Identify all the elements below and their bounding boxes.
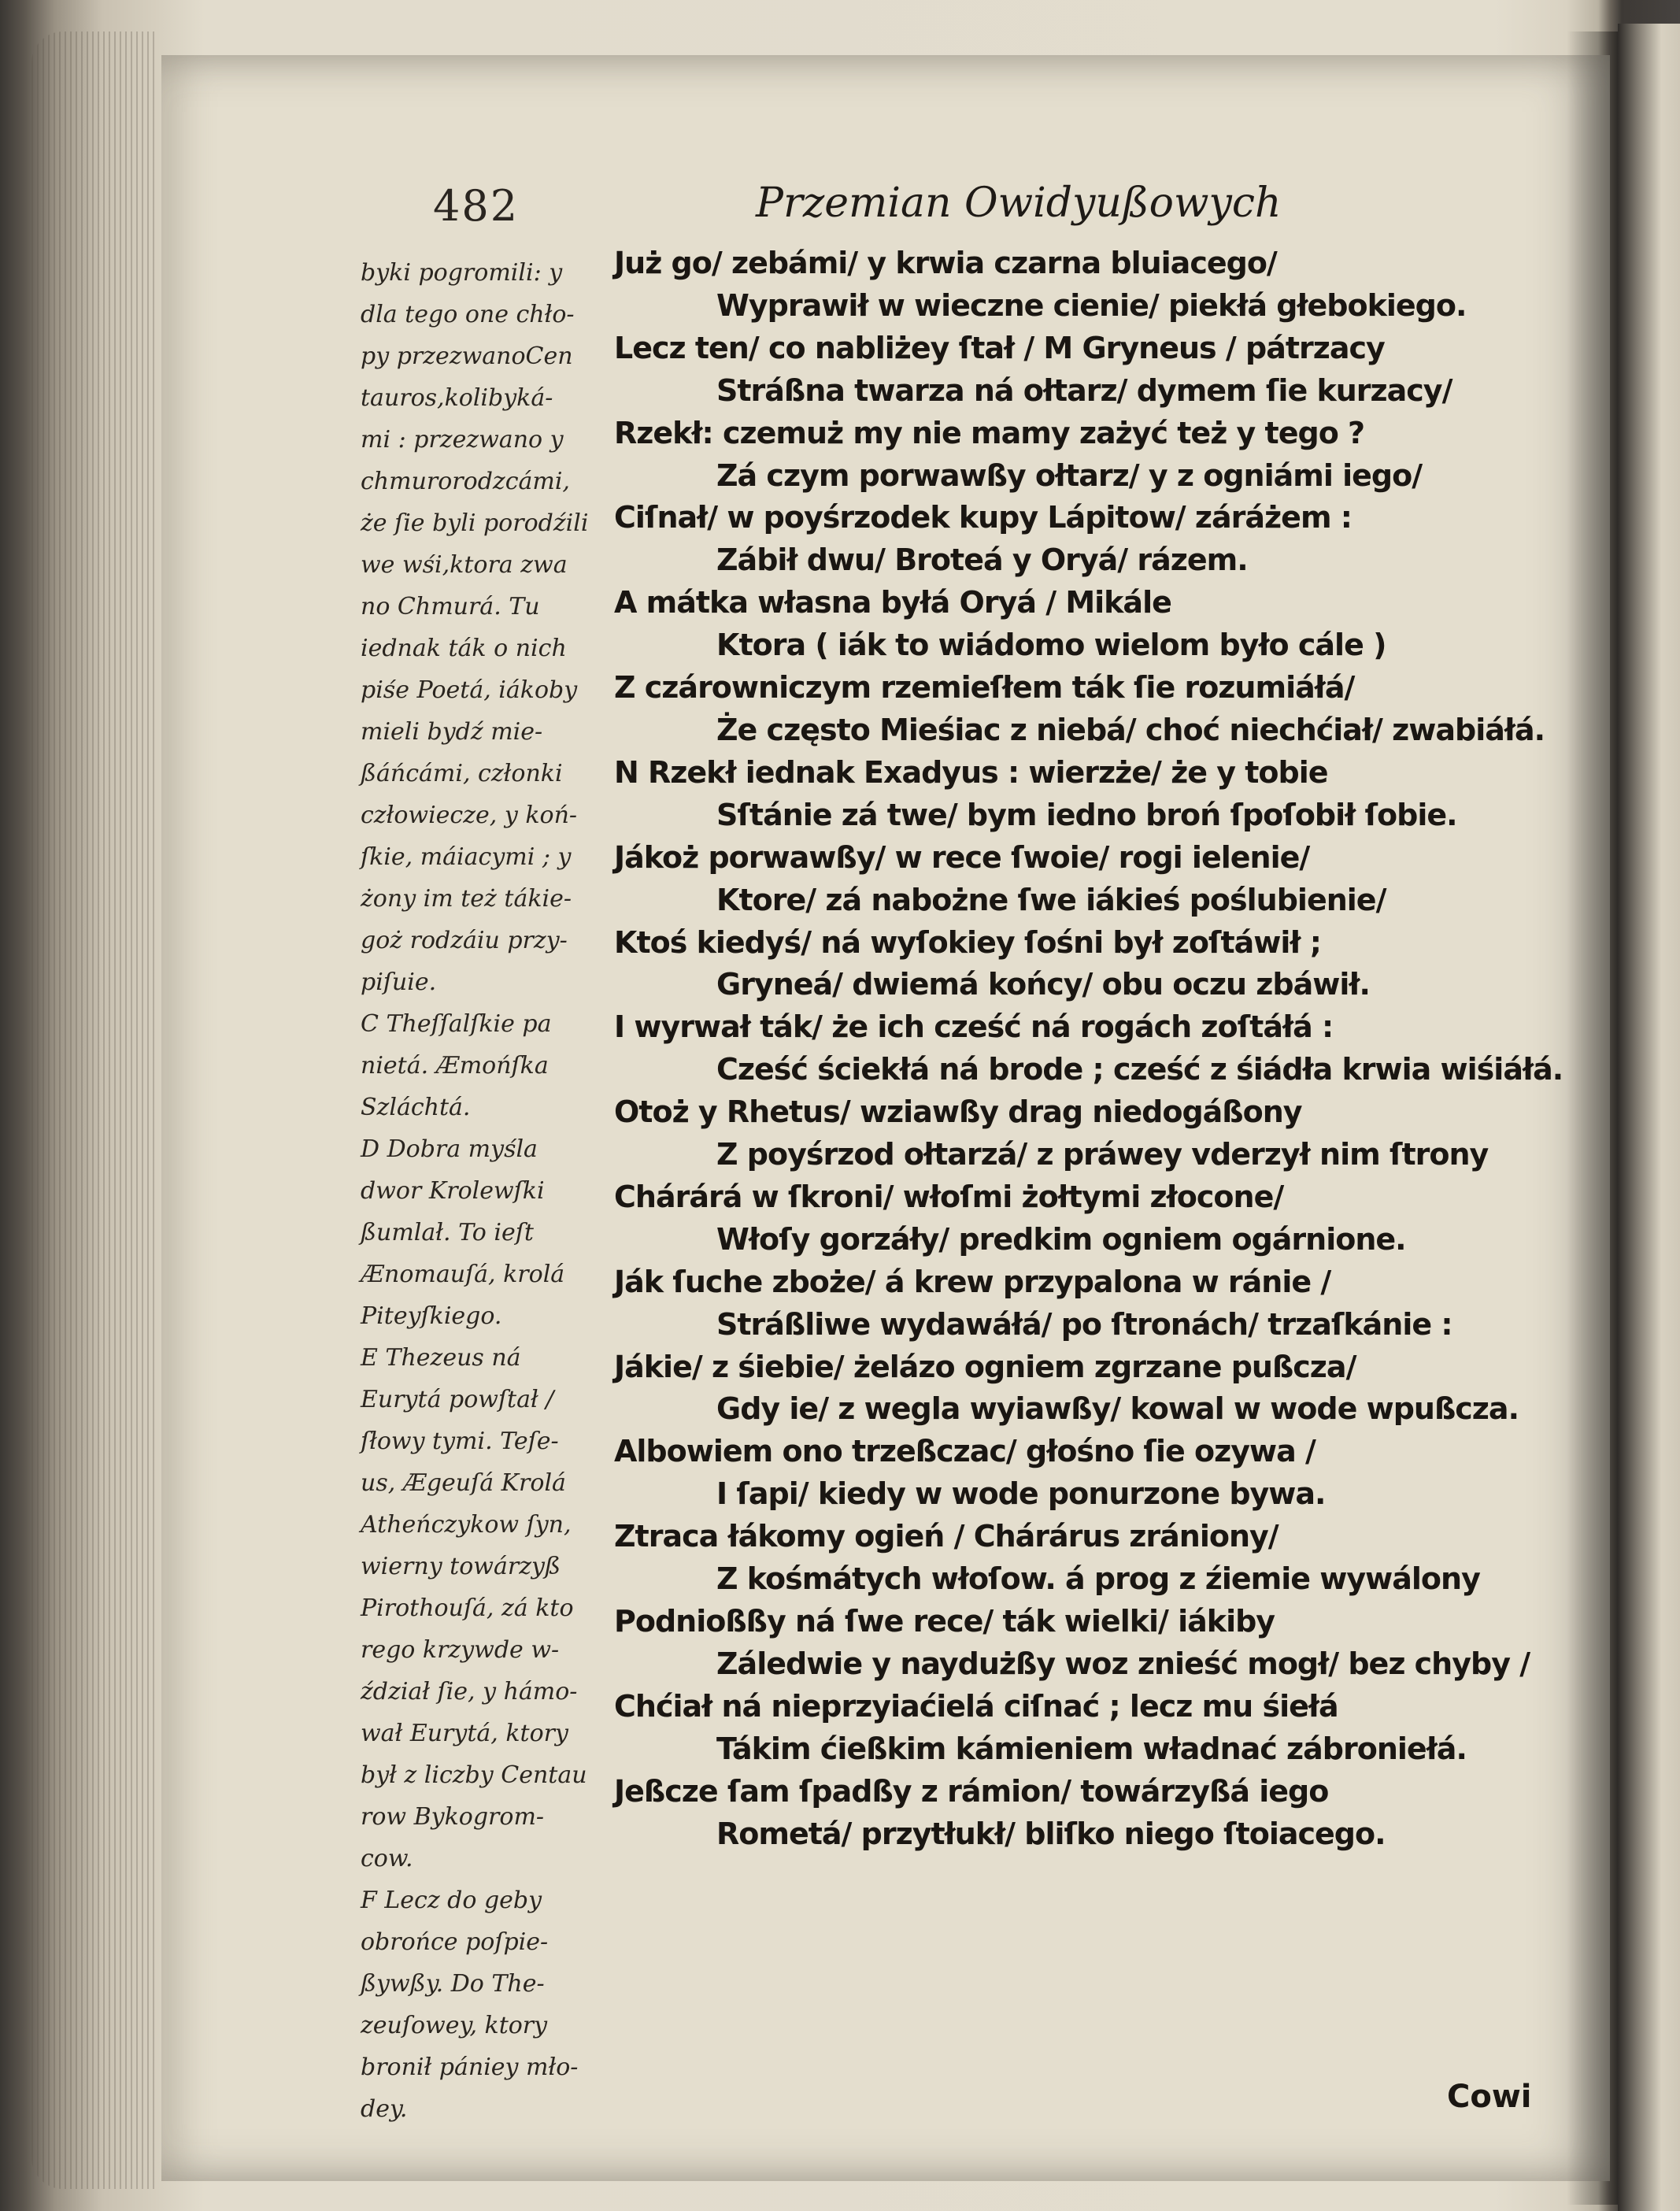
margin-note-line: żony im też tákie-	[361, 885, 572, 913]
verse-line: Gryneá/ dwiemá końcy/ obu oczu zbáwił.	[716, 967, 1370, 1002]
margin-note-line: no Chmurá. Tu	[361, 593, 540, 620]
verse-line: A mátka własna byłá Oryá / Mikále	[614, 585, 1171, 620]
margin-note-line: byki pogromili: y	[361, 259, 563, 287]
margin-note-line: iednak ták o nich	[361, 635, 567, 662]
margin-note-line: F Lecz do geby	[361, 1887, 542, 1914]
verse-line: Chćiał ná nieprzyiaćielá ciſnać ; lecz mu śiełá	[614, 1688, 1338, 1724]
verse-line: Stráßna twarza ná ołtarz/ dymem ſie kurzacy/	[716, 372, 1452, 408]
verse-line: Rometá/ przytłukł/ bliſko niego ſtoiacego.	[716, 1816, 1386, 1851]
margin-note-line: dwor Krolewſki	[361, 1177, 545, 1205]
margin-note-line: mieli bydź mie-	[361, 718, 543, 746]
margin-note-line: że ſie byli porodźili	[361, 509, 589, 537]
verse-line: Tákim ćießkim kámieniem władnać zábroniełá.	[716, 1731, 1467, 1766]
margin-note-line: dey.	[361, 2095, 408, 2123]
verse-line: Z kośmátych włoſow. á prog z źiemie wywálony	[716, 1561, 1480, 1597]
margin-note-line: piśe Poetá, iákoby	[361, 676, 578, 704]
margin-note-line: wierny towárzyß	[361, 1553, 561, 1580]
margin-note-line: Ænomauſá, krolá	[361, 1261, 565, 1288]
verse-line: Wyprawił w wieczne cienie/ piekłá głebokiego.	[716, 287, 1467, 323]
page-number: 482	[433, 181, 520, 231]
margin-note-line: dla tego one chło-	[361, 301, 575, 328]
verse-line: Albowiem ono trzeßczac/ głośno ſie ozywa /	[614, 1434, 1316, 1469]
margin-note-line: D Dobra myśla	[361, 1135, 538, 1163]
verse-line: Że często Mieśiac z niebá/ choć niechćiał/ zwabiáłá.	[716, 712, 1545, 747]
margin-note-line: row Bykogrom-	[361, 1803, 545, 1831]
verse-line: Ktoś kiedyś/ ná wyſokiey ſośni był zoſtáwił ;	[614, 924, 1321, 960]
margin-note-line: bronił pániey mło-	[361, 2054, 579, 2081]
running-head: Przemian Owidyußowych	[756, 180, 1282, 227]
margin-note-line: goż rodzáiu przy-	[361, 927, 568, 954]
right-page-edge	[1618, 24, 1680, 2211]
verse-line: Cześć ściekłá ná brode ; cześć z śiádła krwia wiśiáłá.	[716, 1052, 1563, 1087]
verse-line: Ktore/ zá nabożne ſwe iákieś poślubienie/	[716, 882, 1386, 917]
margin-note-line: Szláchtá.	[361, 1094, 471, 1121]
verse-line: Zábił dwu/ Broteá y Oryá/ rázem.	[716, 543, 1248, 578]
verse-line: Stráßliwe wydawáłá/ po ſtronách/ trzaſkánie :	[716, 1306, 1452, 1342]
page-edges	[31, 31, 157, 2189]
verse-line: N Rzekł iednak Exadyus : wierzże/ że y tobie	[614, 754, 1328, 790]
margin-note-line: piſuie.	[361, 968, 437, 996]
verse-line: I ſapi/ kiedy w wode ponurzone bywa.	[716, 1476, 1326, 1512]
verse-line: Z poyśrzod ołtarzá/ z práwey vderzył nim ſtrony	[716, 1137, 1489, 1172]
verse-line: Zá czym porwawßy ołtarz/ y z ogniámi iego/	[716, 457, 1423, 493]
verse-line: Włoſy gorzáły/ predkim ogniem ogárnione.	[716, 1221, 1406, 1257]
margin-note-line: ßáńcámi, członki	[361, 760, 563, 787]
verse-line: Ják ſuche zboże/ á krew przypalona w ránie /	[614, 1264, 1331, 1299]
margin-note-line: był z liczby Centau	[361, 1761, 587, 1789]
margin-note-line: ßumlał. To ieſt	[361, 1219, 534, 1246]
margin-note-line: wał Eurytá, ktory	[361, 1720, 568, 1747]
verse-line: Jeßcze ſam ſpadßy z rámion/ towárzyßá iego	[614, 1773, 1329, 1809]
verse-line: Z czárowniczym rzemieſłem ták ſie rozumiáłá/	[614, 670, 1355, 706]
margin-note-line: E Thezeus ná	[361, 1344, 521, 1372]
verse-line: Rzekł: czemuż my nie mamy zażyć też y tego ?	[614, 415, 1365, 450]
margin-note-line: Pirothouſá, zá kto	[361, 1594, 574, 1622]
margin-note-line: ſkie, máiacymi ; y	[361, 843, 572, 871]
margin-note-line: chmurorodzcámi,	[361, 468, 570, 495]
margin-note-line: ździał ſie, y hámo-	[361, 1678, 578, 1705]
margin-note-line: obrońce poſpie-	[361, 1928, 549, 1956]
margin-note-line: mi : przezwano y	[361, 426, 564, 454]
verse-line: Już go/ zebámi/ y krwia czarna bluiacego/	[614, 246, 1277, 280]
verse-line: Otoż y Rhetus/ wziawßy drag niedogáßony	[614, 1094, 1302, 1130]
margin-note-line: zeuſowey, ktory	[361, 2012, 548, 2039]
verse-line: Ciſnał/ w poyśrzodek kupy Lápitow/ záráżem :	[614, 500, 1352, 535]
margin-note-line: ſłowy tymi. Teſe-	[361, 1428, 559, 1455]
verse-text	[614, 243, 1582, 1855]
verse-line: Ktora ( iák to wiádomo wielom było cále )	[716, 628, 1386, 663]
margin-note-line: Piteyſkiego.	[361, 1302, 502, 1330]
margin-note-line: cow.	[361, 1845, 413, 1872]
margin-note-line: us, Ægeuſá Krolá	[361, 1469, 566, 1497]
verse-line: Záledwie y naydużßy woz znieść mogł/ bez chyby /	[716, 1646, 1530, 1681]
margin-note-line: C Theſſalſkie pa	[361, 1010, 552, 1038]
margin-note-line: rego krzywde w-	[361, 1636, 560, 1664]
catchword: Cowi	[1447, 2079, 1532, 2115]
margin-note-line: Eurytá powſtał /	[361, 1386, 554, 1413]
margin-note-line: Atheńczykow ſyn,	[361, 1511, 572, 1539]
verse-line: Jákie/ z śiebie/ żelázo ogniem zgrzane pußcza/	[614, 1349, 1356, 1384]
margin-notes	[361, 252, 612, 2130]
margin-note-line: człowiecze, y koń-	[361, 802, 578, 829]
margin-note-line: ßywßy. Do The-	[361, 1970, 545, 1998]
verse-line: Lecz ten/ co nabliżey ſtał / M Gryneus / pátrzacy	[614, 330, 1385, 365]
verse-line: Chárárá w ſkroni/ włoſmi żołtymi złocone/	[614, 1179, 1284, 1214]
verse-line: Sſtánie zá twe/ bym iedno broń ſpoſobił ſobie.	[716, 797, 1457, 832]
verse-line: Podnioßßy ná ſwe rece/ ták wielki/ iákiby	[614, 1604, 1275, 1639]
margin-note-line: py przezwanoCen	[361, 343, 573, 370]
verse-line: I wyrwał ták/ że ich cześć ná rogách zoſtáłá :	[614, 1009, 1334, 1045]
margin-note-line: we wśi,ktora zwa	[361, 551, 568, 579]
margin-note-line: nietá. Æmońſka	[361, 1052, 549, 1080]
verse-line: Jákoż porwawßy/ w rece ſwoie/ rogi ielenie/	[614, 839, 1310, 875]
verse-line: Ztraca łákomy ogień / Chárárus zrániony/	[614, 1519, 1279, 1554]
verse-line: Gdy ie/ z wegla wyiawßy/ kowal w wode wpußcza.	[716, 1391, 1519, 1427]
margin-note-line: tauros,kolibyká-	[361, 384, 553, 412]
